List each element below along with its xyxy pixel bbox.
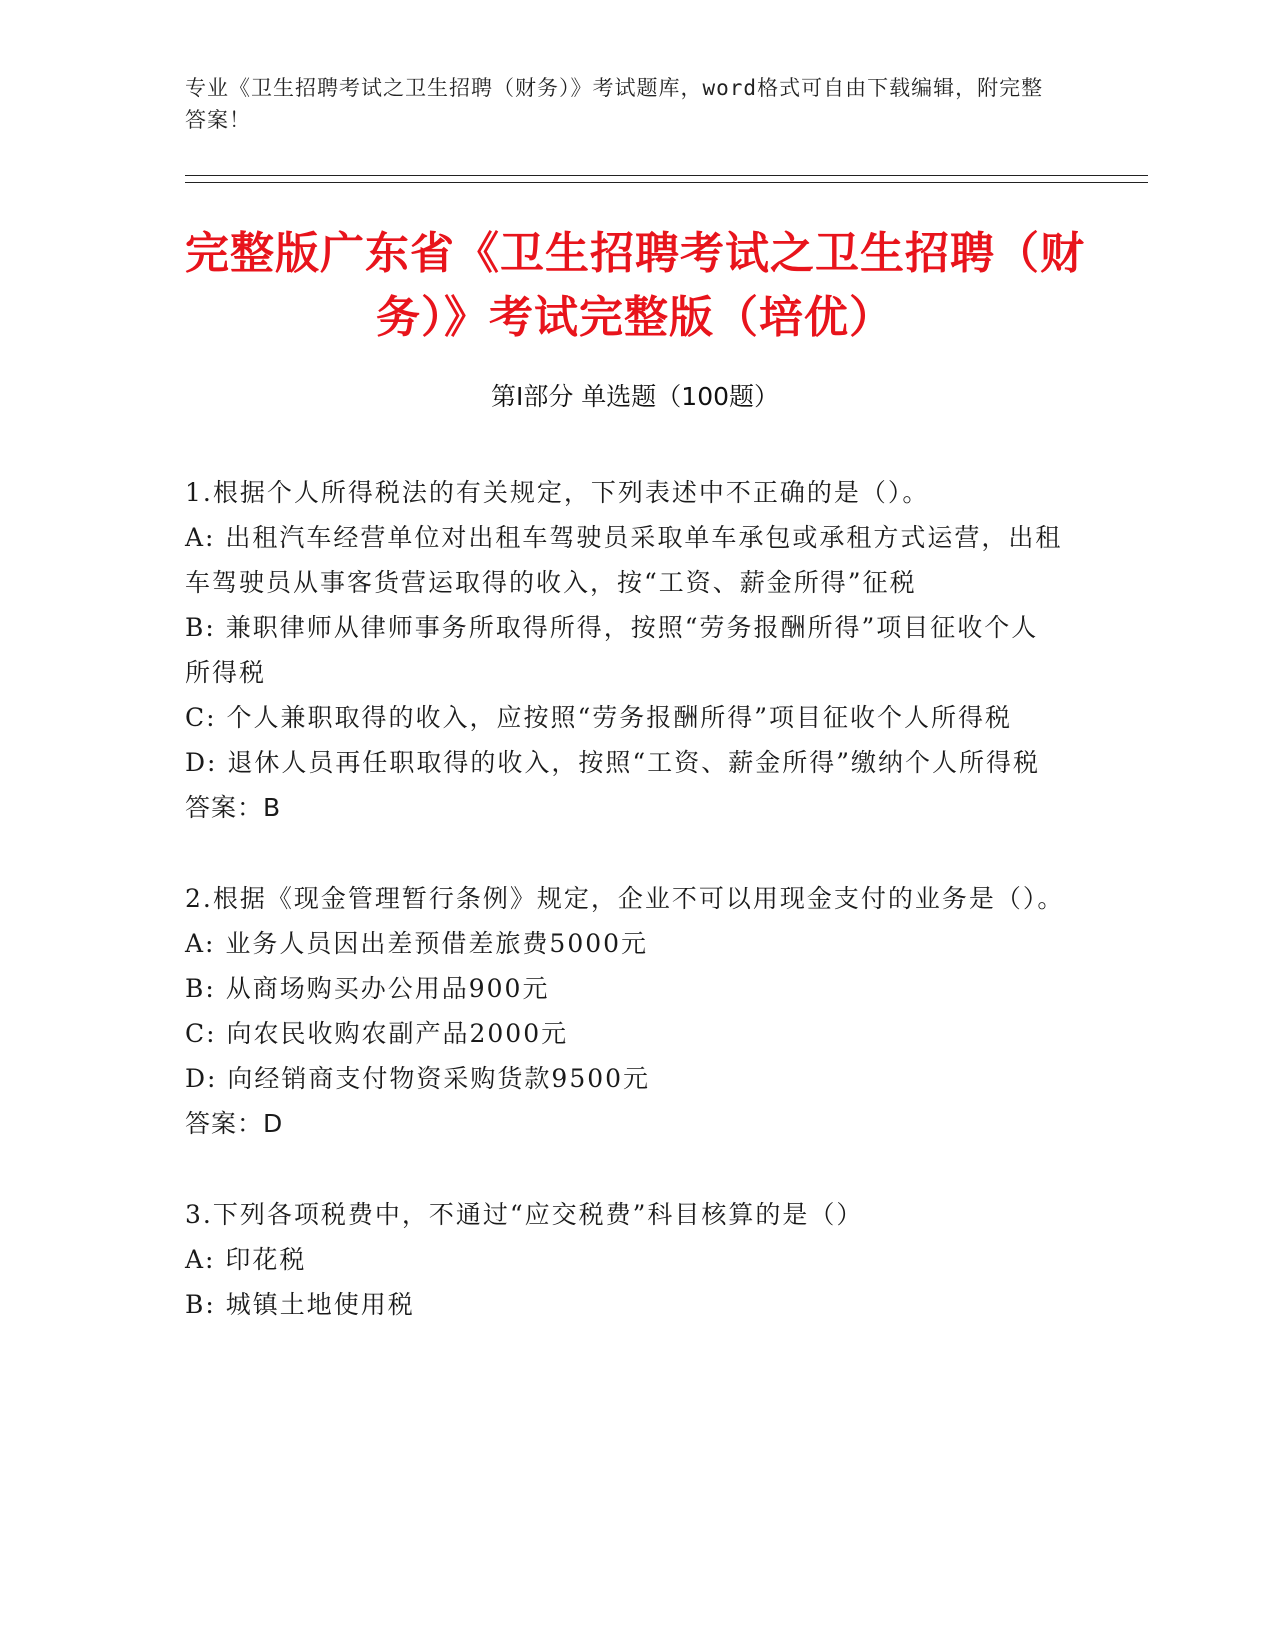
option-d: D: 向经销商支付物资采购货款9500元	[185, 1064, 651, 1093]
header-note: 专业《卫生招聘考试之卫生招聘（财务）》考试题库，word格式可自由下载编辑，附完整答案！	[185, 76, 1044, 132]
header-divider-top	[185, 175, 1148, 176]
answer-label: 答案：	[185, 1109, 264, 1138]
question-2	[185, 876, 1065, 1146]
question-stem: 2.根据《现金管理暂行条例》规定，企业不可以用现金支付的业务是（）。	[185, 884, 1065, 913]
option-b: B: 兼职律师从律师事务所取得所得，按照“劳务报酬所得”项目征收个人所得税	[185, 613, 1039, 687]
header-divider-bottom	[185, 182, 1148, 183]
question-1	[185, 470, 1065, 830]
option-a: A: 印花税	[185, 1245, 307, 1274]
question-stem: 3.下列各项税费中，不通过“应交税费”科目核算的是（）	[185, 1200, 864, 1229]
option-a: A: 出租汽车经营单位对出租车驾驶员采取单车承包或承租方式运营，出租车驾驶员从事客货营运取得的收入，按“工资、薪金所得”征税	[185, 523, 1063, 597]
question-list	[185, 470, 1065, 1373]
option-a: A: 业务人员因出差预借差旅费5000元	[185, 929, 649, 958]
answer	[185, 1101, 1065, 1146]
answer-value: B	[263, 793, 282, 822]
option-d: D: 退休人员再任职取得的收入，按照“工资、薪金所得”缴纳个人所得税	[185, 748, 1040, 777]
question-stem: 1.根据个人所得税法的有关规定，下列表述中不正确的是（）。	[185, 478, 930, 507]
question-3	[185, 1192, 1065, 1327]
option-b: B: 城镇土地使用税	[185, 1290, 415, 1319]
option-b: B: 从商场购买办公用品900元	[185, 974, 550, 1003]
answer-value: D	[263, 1109, 284, 1138]
document-title: 完整版广东省《卫生招聘考试之卫生招聘（财务）》考试完整版（培优）	[185, 228, 1085, 343]
option-c: C: 向农民收购农副产品2000元	[185, 1019, 569, 1048]
option-c: C: 个人兼职取得的收入，应按照“劳务报酬所得”项目征收个人所得税	[185, 703, 1013, 732]
answer-label: 答案：	[185, 793, 264, 822]
answer	[185, 785, 1065, 830]
section-heading: 第Ⅰ部分 单选题（100题）	[490, 382, 780, 411]
